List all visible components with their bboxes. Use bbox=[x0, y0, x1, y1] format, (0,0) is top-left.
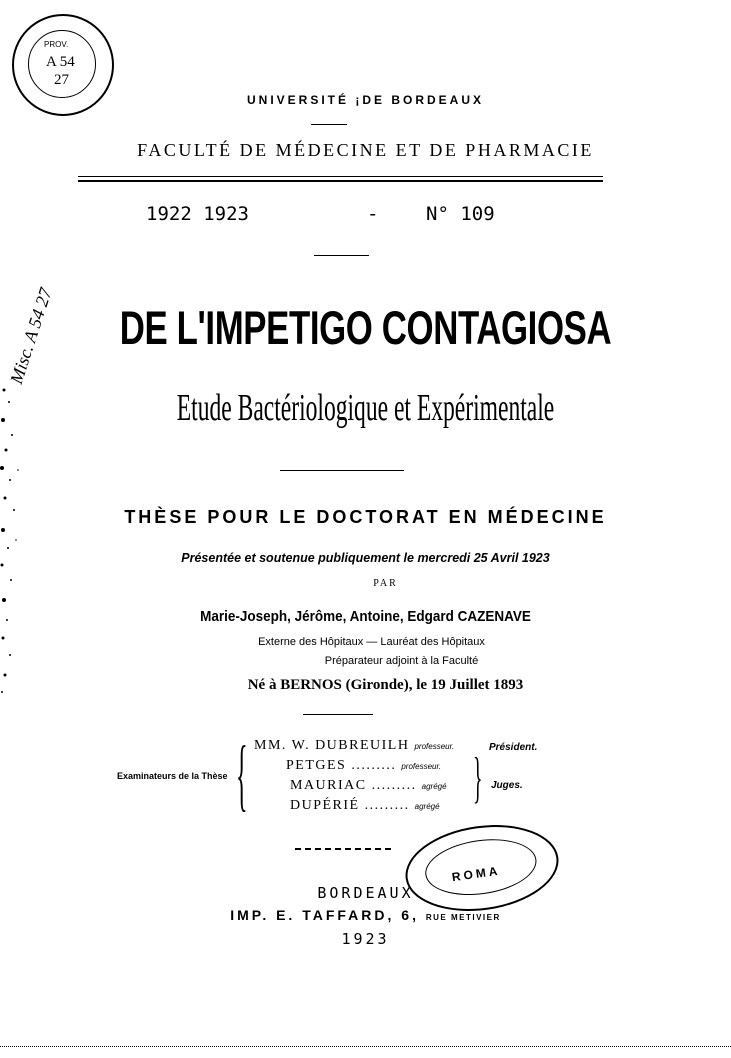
jury-member-name: MAURIAC bbox=[290, 778, 367, 793]
stamp-bottom-text: ROMA bbox=[451, 863, 502, 885]
jury-brace-left: { bbox=[236, 731, 248, 819]
imprint-year: 1923 bbox=[341, 930, 390, 948]
jury-member-role: professeur. bbox=[401, 762, 442, 771]
divider-short-4 bbox=[303, 714, 373, 715]
author-titles-2: Préparateur adjoint à la Faculté bbox=[324, 655, 479, 667]
imprint-printer bbox=[0, 907, 731, 923]
jury-member-dots: ......... bbox=[351, 758, 397, 773]
thesis-heading: THÈSE POUR LE DOCTORAT EN MÉDECINE bbox=[124, 507, 607, 527]
faculty-name: FACULTÉ DE MÉDECINE ET DE PHARMACIE bbox=[137, 140, 594, 160]
divider-dashed bbox=[295, 848, 391, 850]
stamp-code: A 54 bbox=[46, 54, 75, 70]
defense-date-line: Présentée et soutenue publiquement le mercredi 25 Avril 1923 bbox=[181, 551, 550, 565]
jury-member-dots: ......... bbox=[371, 778, 417, 793]
birth-info: Né à BERNOS (Gironde), le 19 Juillet 1893 bbox=[247, 677, 524, 693]
jury-member-1 bbox=[254, 738, 454, 754]
jury-label: Examinateurs de la Thèse bbox=[117, 771, 228, 781]
thesis-number: N° 109 bbox=[426, 203, 495, 225]
jury-member-name: MM. W. DUBREUILH bbox=[254, 738, 410, 753]
stamp-number: 27 bbox=[54, 72, 69, 88]
jury-president-tag: Président. bbox=[489, 742, 538, 753]
jury-member-3 bbox=[290, 778, 447, 794]
printer-address: RUE METIVIER bbox=[425, 913, 501, 922]
bottom-edge-line bbox=[0, 1046, 731, 1047]
imprint-city: BORDEAUX bbox=[317, 884, 414, 902]
jury-member-4 bbox=[290, 798, 440, 814]
jury-judges-tag: Juges. bbox=[491, 780, 523, 791]
jury-member-2 bbox=[286, 758, 441, 774]
jury-brace-right: } bbox=[473, 747, 483, 809]
jury-member-name: DUPÉRIÉ bbox=[290, 798, 360, 813]
thesis-subtitle: Etude Bactériologique et Expérimentale bbox=[176, 387, 555, 429]
library-stamp-bottom bbox=[400, 816, 564, 921]
academic-years: 1922 1923 bbox=[146, 203, 249, 225]
jury-member-role: agrégé bbox=[414, 802, 440, 811]
jury-member-name: PETGES bbox=[286, 758, 347, 773]
divider-short-1 bbox=[311, 124, 347, 125]
printer-address-number: 6, bbox=[401, 907, 419, 923]
printer-name: IMP. E. TAFFARD, bbox=[230, 907, 395, 923]
thesis-title: DE L'IMPETIGO CONTAGIOSA bbox=[119, 301, 612, 354]
page-edge-speckles bbox=[0, 380, 40, 700]
divider-short-3 bbox=[280, 470, 404, 471]
divider-short-2 bbox=[314, 255, 369, 256]
university-name: UNIVERSITÉ ¡DE BORDEAUX bbox=[246, 93, 485, 107]
years-dash: - bbox=[367, 203, 379, 225]
author-titles-1: Externe des Hôpitaux — Lauréat des Hôpitaux bbox=[258, 636, 485, 648]
jury-member-role: professeur. bbox=[414, 742, 455, 751]
stamp-prov-label: PROV. bbox=[44, 40, 69, 49]
par-label: PAR bbox=[373, 578, 398, 589]
author-name: Marie-Joseph, Jérôme, Antoine, Edgard CAZENAVE bbox=[200, 608, 531, 625]
jury-member-role: agrégé bbox=[421, 782, 447, 791]
jury-member-dots: ......... bbox=[364, 798, 410, 813]
margin-handwritten-note: Misc. A 54 27 bbox=[6, 285, 56, 387]
divider-double bbox=[78, 176, 603, 182]
